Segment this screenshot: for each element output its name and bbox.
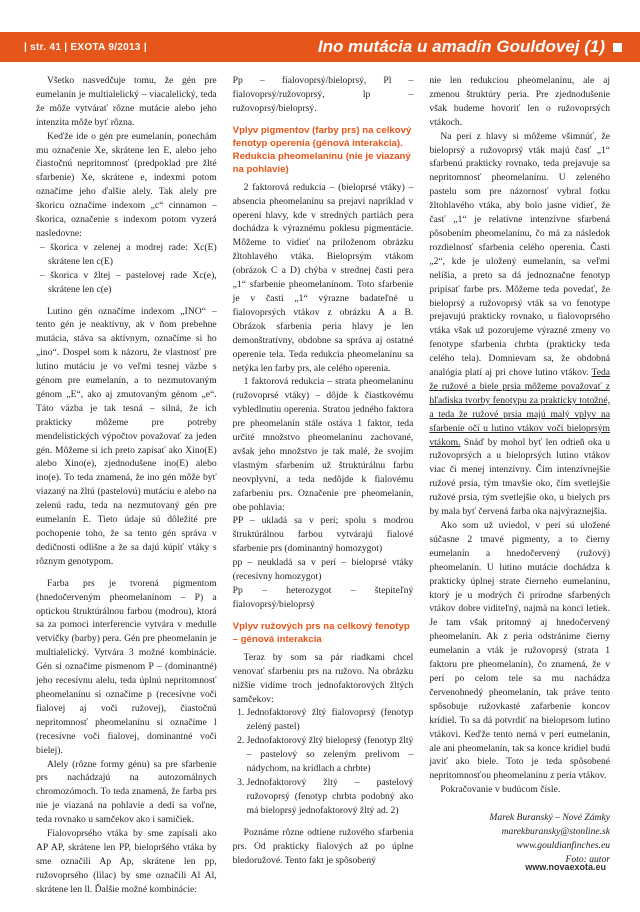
column-3 xyxy=(429,74,611,865)
column-1 xyxy=(36,74,217,895)
header-bar xyxy=(0,32,640,62)
column-2 xyxy=(232,74,414,866)
article-title: Ino mutácia u amadín Gouldovej (1) xyxy=(317,37,605,56)
paragraph: pp – neukladá sa v perí – bieloprsé vtáky (recesívny homozygot) xyxy=(232,557,414,583)
list-item: 3. Jednofaktorový žltý – pastelový ružovoprsý (fenotyp chrbta podobný ako má bieloprsý jednofaktorový žltý ad. 2) xyxy=(247,776,414,818)
text-run: Na perí z hlavy si môžeme všimnúť, že bieloprsý a ružovoprsý vták majú časť „1“ sfarbenú prakticky rovnako, teda prejavuje sa nepritomnosť pheomelanínu. U zeleného pastelu som pre názornosť vybral fotku žltohlavého vtáka, aby bolo jasne vidieť, že časť „1“ je relatívne intenzívne sfarbená pôsobením pheomelanínu, čo má za následok rozdielnosť sfarbenia celého operenia. Časti „2“, kde je uložený eumelanín, sa veľmi nelíšia, a preto sa dá jednoznačne fenotyp pripísať farbe prs. Môžeme teda povedať, že bieloprsý a ružovoprsý vták sa vo fenotype prejavujú prakticky rovnako, u fialovoprsého vtáka však už pozorujeme výrazné zmeny vo fenotype sfarbenia chrbta (prakticky teda celého tela). Domnievam sa, že obdobná analógia platí aj pri chove lutino vtákov. xyxy=(429,130,611,379)
list xyxy=(36,241,217,297)
section-heading: Vplyv ružových prs na celkový fenotyp – génová interakcia xyxy=(232,620,410,645)
author-signature xyxy=(429,811,610,867)
section-heading: Vplyv pigmentov (farby prs) na celkový fenotyp operenia (génová interakcia). Redukcia pheomelanínu (nie je viazaný na pohlavie) xyxy=(232,124,412,175)
paragraph xyxy=(429,130,610,519)
author-website: www.gouldianfinches.eu xyxy=(516,839,611,851)
paragraph: Pp – heterozygot – štepiteľný fialovoprsý/bieloprsý xyxy=(232,585,414,610)
list-item: – škorica v žltej – pastelovej rade Xc(e), skrátene len c(e) xyxy=(40,269,217,295)
paragraph: 1 faktorová redukcia – strata pheomelanínu (ružovoprsé vtáky) – dôjde k čiastkovému vybledlnutiu operenia. Stratou jedného faktora pre pheomelanín stále ostáva 1 faktor, teda určité množstvo pheomelanínu zachované, avšak jeho množstvo je tak malé, že svojim vlastným sfarbením už štruktúrálnu farbu neovplyvní, a teda nedôjde k fialovému zafarbeniu prs. Označenie pre pheomelanín, obe pohlavia: xyxy=(232,376,414,513)
photo-credit: Foto: autor xyxy=(565,853,611,865)
paragraph: Teraz by som sa pár riadkami chcel venovať sfarbeniu prs na ružovo. Na obrázku nižšie vidíme troch jednofaktorových žltých samčekov: xyxy=(232,651,414,705)
square-bullet-icon xyxy=(613,43,622,52)
page-number-label: | str. 41 | EXOTA 9/2013 | xyxy=(24,41,147,53)
author-name: Marek Buranský – Nové Zámky xyxy=(489,812,611,824)
underlined-text: Teda že ružové a biele prsia môžeme považovať z hľadiska tvorby fenotypu za prakticky totožné, a teda že ružové prsia majú malý vplyv na sfarbenie očí u lutino vtákov voči bieloprsým vtákom. xyxy=(429,367,611,448)
numbered-list xyxy=(233,706,414,817)
paragraph: Fialovoprsého vtáka by sme zapísali ako AP AP, skrátene len PP, bielopršého vtáka by sme označili Ap Ap, skrátene len pp, ružovoprsého (lilac) by sme označili Al Al, skrátene len ll. Ďalšie možné kombinácie: xyxy=(36,828,217,895)
list-item: 1. Jednofaktorový žltý fialovoprsý (fenotyp zelený pastel) xyxy=(247,706,414,734)
paragraph: nie len redukciou pheomelanínu, ale aj zmenou štruktúry peria. Pre zjednodušenie však budeme hovoriť len o ružovoprsých vtákoch. xyxy=(429,75,611,128)
paragraph: 2 faktorová redukcia – (bieloprsé vtáky) – absencia pheomelanínu sa prejaví napríklad v operení hlavy, kde v stredných partiách pera dochádza k výraznému poklesu pigmentácie. Môžeme to vidieť na priloženom obrázku žltohlavého vtáka. Bieloprsým vtákom (obrázok C a D) chýba v strednej časti pera „1“ sfarbenie pheomelanínom. Toto sfarbenie je v časti „1“ výrazne badateľné u fialovoprsých vtákov z obrázku A a B. Obrázok sfarbenia peria hlavy je len demonštratívny, obdobne sa správa aj ostatné operenie tela. Teda redukcia pheomelanínu sa netýka len farby prs, ale celého operenia. xyxy=(232,181,414,374)
paragraph: Poznáme rôzne odtiene ružového sfarbenia prs. Od prakticky fialových až po úplne bledoružové. Tento fakt je spôsobený xyxy=(232,826,414,866)
author-email: marekburansky@stonline.sk xyxy=(501,826,611,838)
paragraph: Keďže ide o gén pre eumelanín, ponechám mu označenie Xe, skrátene len E, alebo jeho čiastočnú nepritomnosť (predpoklad pre žlté sfarbenie) Xe, skrátene e, indexmi potom označíme jeho ďalšie alely. Tak alely pre škoricu označíme indexom „c“ cinnamon – škorica, označenie s indexom potom vyzerá nasledovne: xyxy=(36,130,217,239)
text-run: Snáď by mohol byť len odtieň oka u ružovoprsých a u bieloprsých lutino vtákov viac či menej intenzívny. Čím intenzívnejšie ružové prsia, tým tmavšie oko, čím svetlejšie ružové prsia, tým svetlejšie oko, u bielych prs by mala byť červená farba oka najvýraznejšia. xyxy=(429,436,611,518)
paragraph: Pokračovanie v budúcom čísle. xyxy=(440,784,561,796)
footer-url: www.novaexota.eu xyxy=(525,862,606,872)
paragraph: PP – ukladá sa v perí; spolu s modrou štruktúrálnou farbou vytvárajú fialové sfarbenie prs (dominantný homozygot) xyxy=(232,515,414,555)
paragraph: Pp – fialovoprsý/bieloprsý, Pl – fialovoprsý/ružovoprsý, lp – ružovoprsý/bieloprsý. xyxy=(232,75,414,114)
paragraph: Alely (rôzne formy génu) sa pre sfarbenie prs nachádzajú na autozomálnych chromozómoch. To teda znamená, že farba prs nie je viazaná na pohlavie a dedí sa voľne, teda rovnako u samčekov ako i samičiek. xyxy=(36,758,217,826)
paragraph: Ako som už uviedol, v perí sú uložené súčasne 2 tmavé pigmenty, a to čierny eumelanín a hnedočervený (ružový) pheomelanín. U lutino mutácie dochádza k prakticky úplnej strate čierneho eumelanínu, ktorý je u modrých či prírodne sfarbených vtákov dobre viditeľný, najmä na konci letiek. Je tam však prítomný aj hnedočervený pheomelanín. Ak z peria odstránime čierny eumelanín a vták je ružovoprsý (strata 1 faktoru pre pheomelanín), čo znamená, že v perí po celom tele sa mu nachádza červenohnedý pheomelanín, tak práve tento spôsobuje ružovkasté zafarbenie koncov krídiel. To sa dá potvrdiť na bieloprsom lutino vtákovi. Keďže tento nemá v perí eumelanín, ale ani pheomelanín, tak sa konce krídiel budú javiť ako biele. Toto je teda spôsobené nepritomnosťou pheomelanínu z peria vtákov. xyxy=(429,520,611,782)
spacer xyxy=(36,297,217,305)
spacer xyxy=(36,569,217,577)
paragraph: Farba prs je tvorená pigmentom (hnedočerveným pheomelanínom – P) a optickou štruktúrálnou farbou (modrou), ktorá sa za pomoci interferencie vytvára v medulle vetvičky (barby) pera. Gén pre pheomelanín je multialelický. Vytvára 3 možné kombinácie. Gén si označíme písmenom P – (dominantné) jeho recesívnu alelu, teda úplnú nepritomnosť pheomelanínu si označíme p (recesívne voči fialovej aj voči ružovej), čiastočnú nepritomnosť pheomelanínu si označíme l (recesívne voči fialovej, dominantné voči bielej). xyxy=(36,577,217,756)
paragraph: Všetko nasvedčuje tomu, že gén pre eumelanín je multialelický – viacalelický, teda že môže vytvárať rôzne mutácie alebo jeho intenzita môže byť rôzna. xyxy=(36,75,217,128)
spacer xyxy=(233,818,414,826)
header-title-group xyxy=(318,37,622,57)
list-item: 2. Jednofaktorový žltý bieloprsý (fenotyp žltý – pastelový so zeleným prelivom – nádychom, na krídlach a chrbte) xyxy=(247,734,414,776)
paragraph: Lutino gén označíme indexom „INO“ – tento gén je neaktívny, ak v ňom prebehne mutácia, stáva sa aktívnym, označíme si ho „ino“. Dospel som k názoru, že vlastnosť pre lutino mutáciu je vo veľmi tesnej väzbe s génom pre eumelanín, a to nezmutovaným génom „E“, ako aj zmutovaným génom „e“. Táto väzba je tak tesná – silná, že ich prakticky môžeme pre potreby mendelistických výpočtov považovať za jeden gén. Môžeme si ich preto zapísať ako Xino(E) alebo Xino(e), zjednodušene ino(E) alebo ino(e). To teda znamená, že ino gén môže byť viazaný na žltú (pastelovú) mutáciu e alebo na zelenú radu, teda na nezmutovaný gén pre eumelanín E. Tieto údaje sú dôležité pre pochopenie toho, že sa tento gén správa v dedičnosti odlišne a že sa dajú kúpiť vtáky s rôznym genotypom. xyxy=(36,305,217,567)
list-item: – škorica v zelenej a modrej rade: Xc(E) skrátene len c(E) xyxy=(40,241,217,267)
